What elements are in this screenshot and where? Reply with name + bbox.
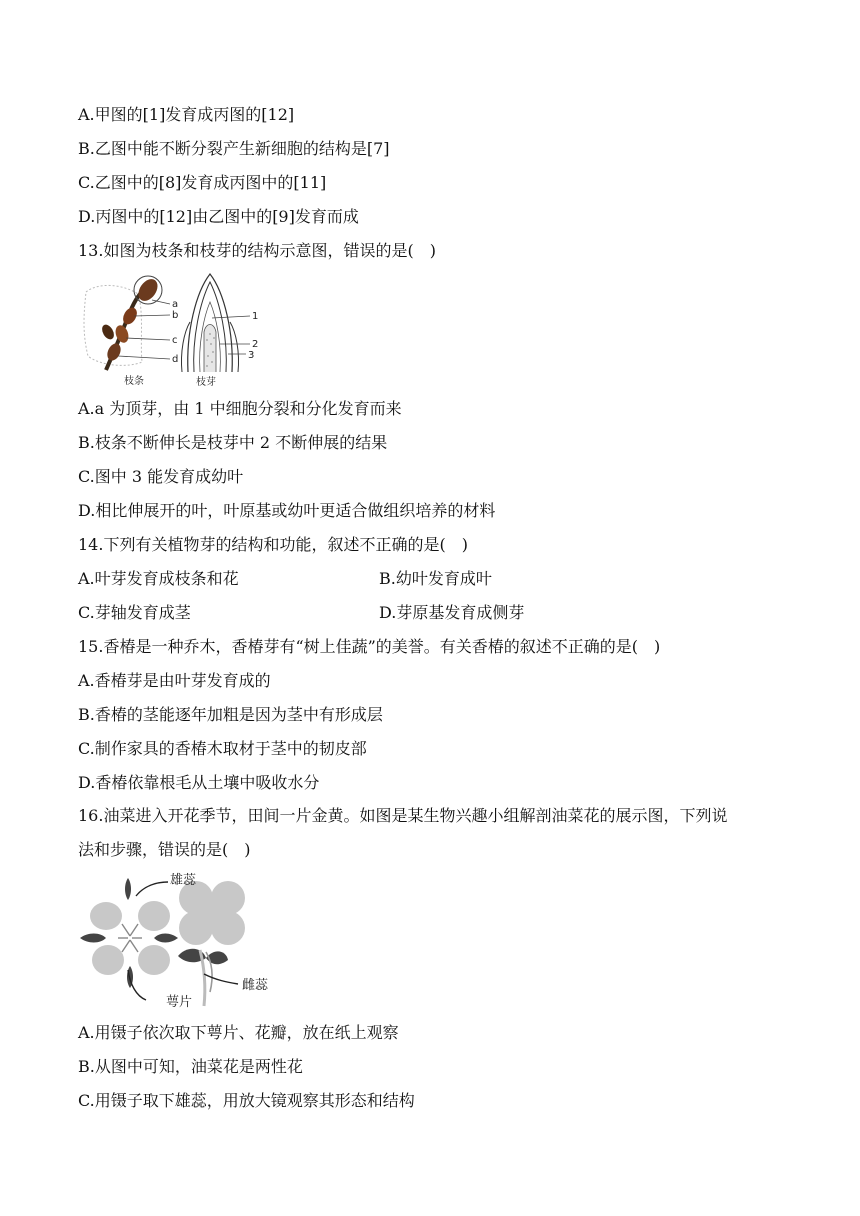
bud-caption: 枝芽 bbox=[196, 377, 216, 388]
q13-option-d: D.相比伸展开的叶，叶原基或幼叶更适合做组织培养的材料 bbox=[78, 501, 496, 520]
q15-option-b: B.香椿的茎能逐年加粗是因为茎中有形成层 bbox=[78, 705, 383, 724]
q13-figure-branch-bud bbox=[78, 272, 278, 390]
q15-option-d: D.香椿依靠根毛从土壤中吸收水分 bbox=[78, 773, 320, 792]
pistil-label: 雌蕊 bbox=[242, 978, 269, 993]
q12-option-a: A.甲图的[1]发育成丙图的[12] bbox=[78, 105, 295, 124]
sepal bbox=[125, 878, 131, 900]
q14-stem: 14.下列有关植物芽的结构和功能，叙述不正确的是( ) bbox=[78, 535, 468, 554]
branch-caption: 枝条 bbox=[124, 376, 144, 387]
sepal bbox=[154, 934, 178, 943]
bud-label-1: 1 bbox=[252, 311, 259, 322]
q16-figure-rape-flower bbox=[78, 866, 278, 1012]
q13-option-b: B.枝条不断伸长是枝芽中 2 不断伸展的结果 bbox=[78, 433, 388, 452]
sepal bbox=[80, 934, 106, 943]
q13-option-a: A.a 为顶芽，由 1 中细胞分裂和分化发育而来 bbox=[78, 399, 402, 418]
branch-bud-diagram bbox=[78, 272, 278, 390]
q16-option-c: C.用镊子取下雄蕊，用放大镜观察其形态和结构 bbox=[78, 1091, 415, 1110]
q14-option-d: D.芽原基发育成侧芽 bbox=[379, 603, 525, 622]
petal bbox=[90, 902, 122, 930]
bud-label-2: 2 bbox=[252, 339, 259, 350]
branch-label-d: d bbox=[172, 354, 179, 365]
branch-label-a: a bbox=[172, 299, 179, 310]
q13-option-c: C.图中 3 能发育成幼叶 bbox=[78, 467, 244, 486]
q15-option-a: A.香椿芽是由叶芽发育成的 bbox=[78, 671, 271, 690]
branch-label-b: b bbox=[172, 310, 179, 321]
sepal-label: 萼片 bbox=[166, 995, 193, 1010]
rape-flower-dissection-diagram bbox=[78, 866, 278, 1012]
q14-option-a: A.叶芽发育成枝条和花 bbox=[78, 569, 239, 588]
petal bbox=[138, 901, 170, 931]
q12-option-c: C.乙图中的[8]发育成丙图中的[11] bbox=[78, 173, 327, 192]
q13-stem: 13.如图为枝条和枝芽的结构示意图，错误的是( ) bbox=[78, 241, 436, 260]
q12-option-b: B.乙图中能不断分裂产生新细胞的结构是[7] bbox=[78, 139, 390, 158]
branch-label-c: c bbox=[172, 335, 178, 346]
q14-option-c: C.芽轴发育成茎 bbox=[78, 603, 191, 622]
q16-stem-line1: 16.油菜进入开花季节，田间一片金黄。如图是某生物兴趣小组解剖油菜花的展示图，下列说 bbox=[78, 806, 728, 825]
petal bbox=[92, 945, 124, 975]
q16-option-a: A.用镊子依次取下萼片、花瓣，放在纸上观察 bbox=[78, 1023, 399, 1042]
q14-option-b: B.幼叶发育成叶 bbox=[379, 569, 492, 588]
stamen-label: 雄蕊 bbox=[170, 873, 197, 888]
bud-label-3: 3 bbox=[248, 350, 255, 361]
q16-option-b: B.从图中可知，油菜花是两性花 bbox=[78, 1057, 303, 1076]
q16-stem-line2: 法和步骤，错误的是( ) bbox=[78, 840, 251, 859]
q15-option-c: C.制作家具的香椿木取材于茎中的韧皮部 bbox=[78, 739, 367, 758]
q15-stem: 15.香椿是一种乔木，香椿芽有“树上佳蔬”的美誉。有关香椿的叙述不正确的是( ) bbox=[78, 637, 661, 656]
q12-option-d: D.丙图中的[12]由乙图中的[9]发育而成 bbox=[78, 207, 359, 226]
petal bbox=[138, 945, 170, 975]
